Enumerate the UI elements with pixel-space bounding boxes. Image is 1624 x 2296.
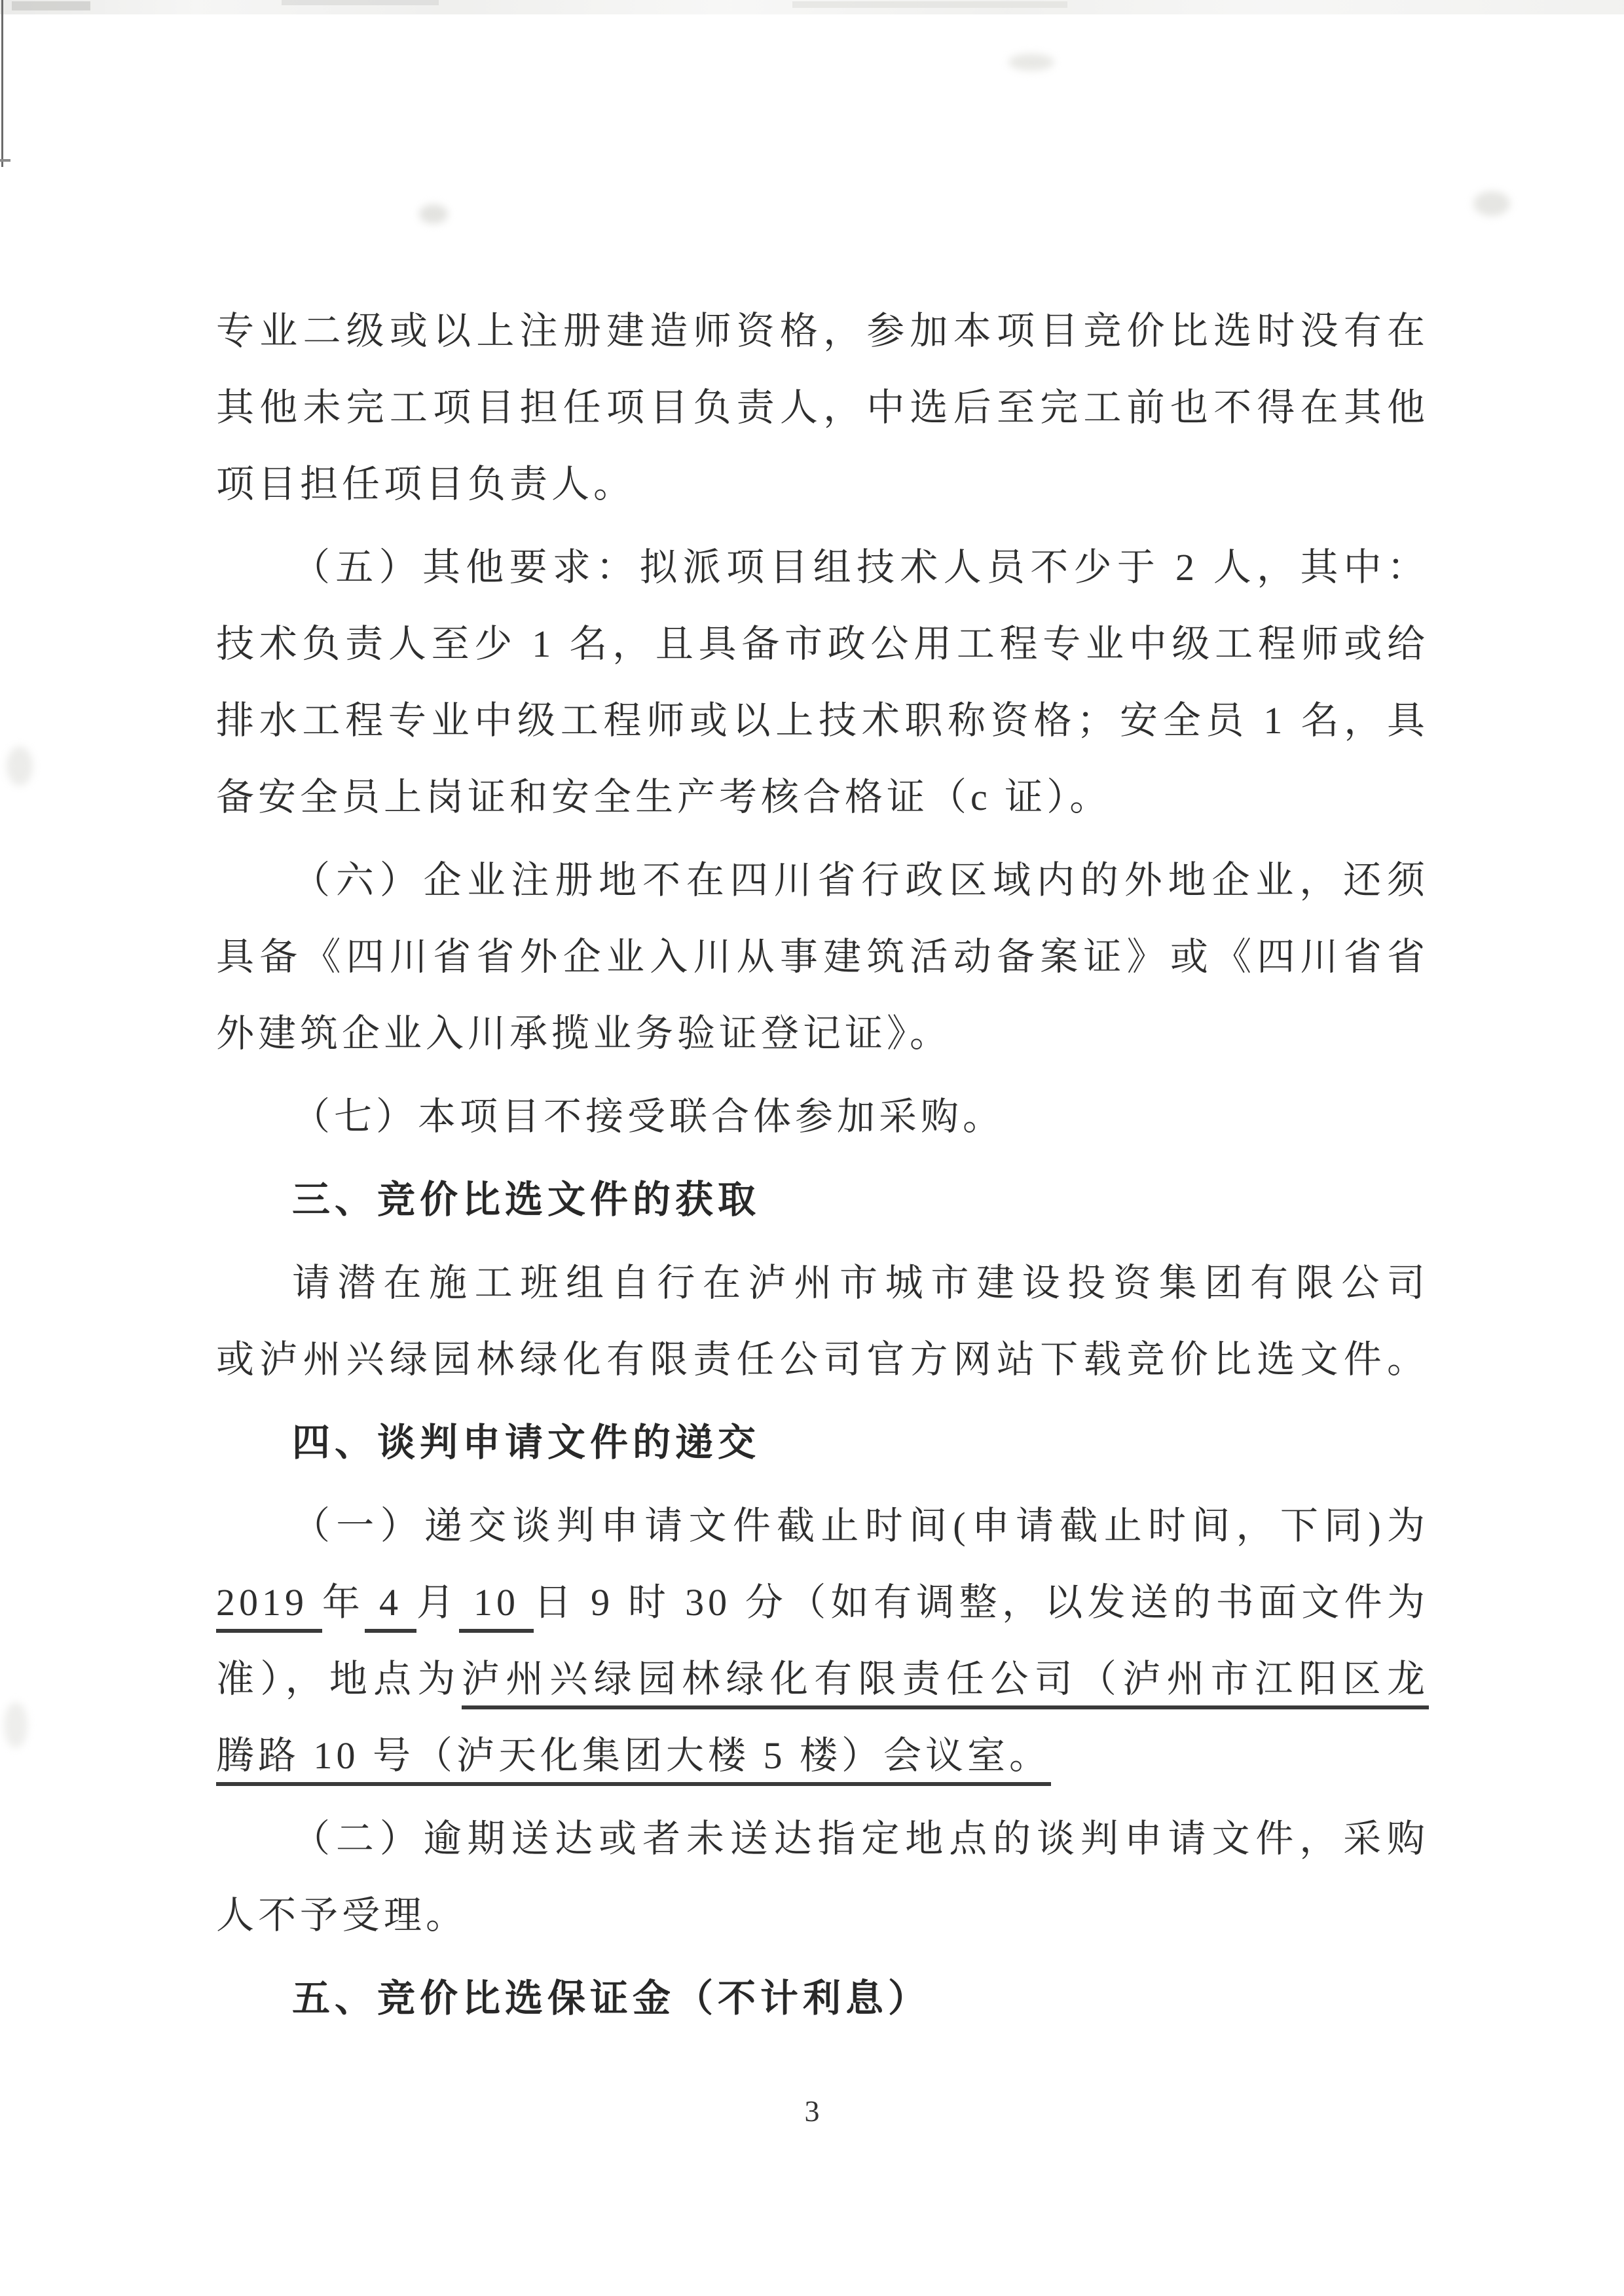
text-segment: 排水工程专业中级工程师或以上技术职称资格；安全员 1 名，具 bbox=[216, 699, 1429, 742]
text-line bbox=[216, 529, 1429, 606]
scan-artifact bbox=[7, 746, 33, 786]
text-line bbox=[216, 1877, 1429, 1954]
text-segment: 具备《四川省省外企业入川从事建筑活动备案证》或《四川省省 bbox=[216, 936, 1429, 978]
text-segment: 专业二级或以上注册建造师资格，参加本项目竞价比选时没有在 bbox=[216, 310, 1429, 352]
document-body bbox=[216, 293, 1429, 2037]
text-segment: 外建筑企业入川承揽业务验证登记证》。 bbox=[216, 1012, 952, 1055]
text-segment: 四、谈判申请文件的递交 bbox=[292, 1421, 761, 1464]
text-segment: 年 bbox=[322, 1581, 365, 1624]
text-segment: （二）逾期送达或者未送达指定地点的谈判申请文件，采购 bbox=[292, 1817, 1429, 1860]
text-line bbox=[216, 1487, 1429, 1564]
text-segment: 五、竞价比选保证金（不计利息） bbox=[292, 1977, 931, 2020]
text-segment: 项目担任项目负责人。 bbox=[216, 463, 636, 505]
text-segment: 请潜在施工班组自行在泸州市城市建设投资集团有限公司 bbox=[292, 1262, 1429, 1304]
text-line bbox=[216, 606, 1429, 682]
text-segment: （五）其他要求：拟派项目组技术人员不少于 2 人，其中： bbox=[292, 546, 1429, 589]
text-line bbox=[216, 1245, 1429, 1321]
underlined-text: 10 bbox=[459, 1581, 534, 1633]
text-segment: 或泸州兴绿园林绿化有限责任公司官方网站下载竞价比选文件。 bbox=[216, 1338, 1429, 1381]
text-line bbox=[216, 995, 1429, 1072]
scan-artifact bbox=[0, 159, 10, 162]
underlined-text: 4 bbox=[365, 1581, 416, 1633]
scan-artifact bbox=[282, 0, 439, 5]
text-line bbox=[216, 1564, 1429, 1641]
text-line bbox=[216, 759, 1429, 835]
underlined-text: 泸州兴绿园林绿化有限责任公司（泸州市江阳区龙 bbox=[462, 1658, 1429, 1709]
text-line bbox=[216, 293, 1429, 369]
scan-artifact bbox=[792, 1, 1067, 8]
text-line bbox=[216, 842, 1429, 919]
text-segment: 月 bbox=[416, 1581, 460, 1624]
scan-artifact bbox=[1008, 54, 1054, 71]
section-heading bbox=[216, 1161, 1429, 1238]
text-line bbox=[216, 1717, 1429, 1794]
text-line bbox=[216, 919, 1429, 995]
text-line bbox=[216, 1800, 1429, 1877]
underlined-text: 2019 bbox=[216, 1581, 322, 1633]
text-segment: 人不予受理。 bbox=[216, 1894, 468, 1937]
text-segment: （六）企业注册地不在四川省行政区域内的外地企业，还须 bbox=[292, 859, 1429, 902]
text-segment: （七）本项目不接受联合体参加采购。 bbox=[292, 1095, 1005, 1138]
page-number: 3 bbox=[804, 2094, 820, 2128]
text-segment: 备安全员上岗证和安全生产考核合格证（c 证）。 bbox=[216, 776, 1112, 818]
text-segment: 日 9 时 30 分（如有调整，以发送的书面文件为 bbox=[533, 1581, 1429, 1624]
text-line bbox=[216, 682, 1429, 759]
text-line bbox=[216, 1321, 1429, 1398]
section-heading bbox=[216, 1404, 1429, 1481]
scan-artifact bbox=[1473, 191, 1510, 216]
underlined-text: 腾路 10 号（泸天化集团大楼 5 楼）会议室。 bbox=[216, 1734, 1051, 1786]
text-line bbox=[216, 369, 1429, 446]
text-segment: 三、竞价比选文件的获取 bbox=[292, 1178, 761, 1221]
text-segment: 其他未完工项目担任项目负责人，中选后至完工前也不得在其他 bbox=[216, 386, 1429, 429]
section-heading bbox=[216, 1960, 1429, 2037]
scan-artifact bbox=[12, 1, 90, 10]
text-segment: （一）递交谈判申请文件截止时间(申请截止时间，下同)为 bbox=[292, 1504, 1429, 1547]
text-line bbox=[216, 1641, 1429, 1717]
text-line bbox=[216, 446, 1429, 522]
text-segment: 技术负责人至少 1 名，且具备市政公用工程专业中级工程师或给 bbox=[216, 623, 1429, 665]
scan-artifact bbox=[419, 204, 448, 224]
text-segment: 准），地点为 bbox=[216, 1658, 462, 1700]
text-line bbox=[216, 1078, 1429, 1155]
scan-artifact-left-line bbox=[1, 0, 3, 167]
scan-artifact bbox=[4, 1702, 28, 1748]
